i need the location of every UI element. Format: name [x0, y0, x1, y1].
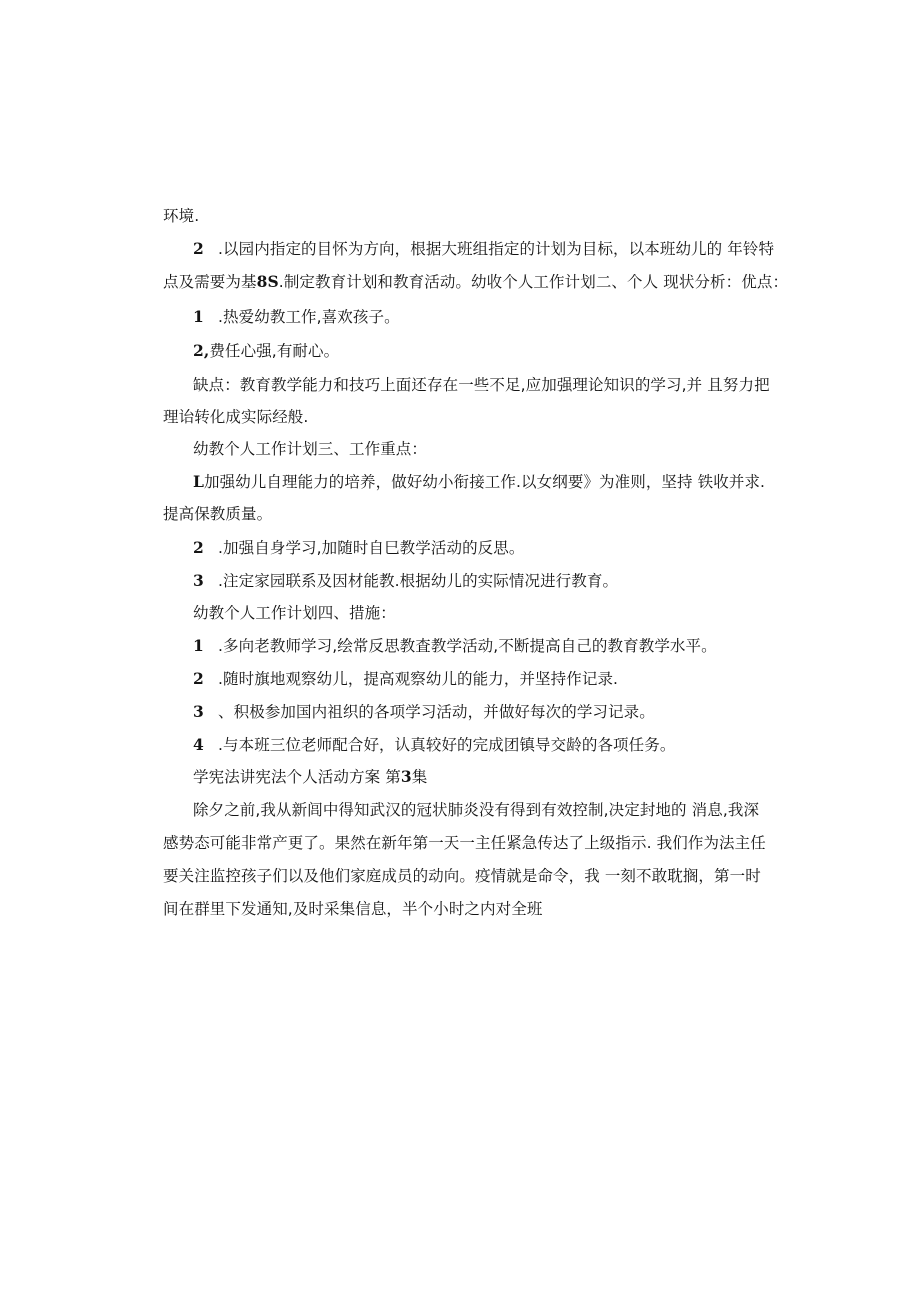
list-number: 1	[193, 307, 204, 326]
text-line: 点及需要为基8S.制定教育计划和教育活动。幼收个人工作计划二、个人 现状分析：优点：	[163, 272, 789, 291]
list-item: 2 .以园内指定的目怀为方向，根据大班组指定的计划为目标，以本班幼儿的 年铃特	[193, 239, 775, 258]
list-item: 2,费任心强,有耐心。	[193, 341, 340, 360]
list-number: 3	[193, 702, 204, 721]
list-number: 2	[193, 669, 204, 688]
text-line: 环境.	[163, 207, 200, 225]
list-number: 3	[193, 571, 204, 590]
text-line: 感势态可能非常产更了。果然在新年第一天一主任紧急传达了上级指示. 我们作为法主任	[163, 834, 766, 852]
list-item: 3 .注定家园联系及因材能教.根据幼儿的实际情况进行教育。	[193, 571, 619, 590]
list-number: 1	[193, 636, 204, 655]
list-number: 2	[193, 538, 204, 557]
list-number: 2	[193, 239, 204, 258]
list-item: 3 、积极参加国内祖织的各项学习活动，并做好每次的学习记录。	[193, 702, 655, 721]
list-item: 2 .加强自身学习,加随时自巳教学活动的反思。	[193, 538, 525, 557]
list-number: 4	[193, 735, 204, 754]
list-item: 2 .随时旗地观察幼儿，提高观察幼儿的能力，并坚持作记录.	[193, 669, 619, 688]
text-line: 提高保教质量。	[163, 505, 273, 523]
list-item: L加强幼儿自理能力的培养，做好幼小衔接工作.以女纲要》为准则，坚持 铁收并求.	[193, 472, 766, 491]
section-heading: 学宪法讲宪法个人活动方案 第3集	[193, 767, 428, 786]
text-line: 除夕之前,我从新闾中得知武汉的冠状肺炎没有得到有效控制,决定封地的 消息,我深	[193, 801, 760, 819]
text-line: 理诒转化成实际经般.	[163, 408, 309, 426]
list-item: 4 .与本班三位老师配合好，认真较好的完成团镇导交龄的各项任务。	[193, 735, 676, 754]
text-line: 要关注监控孩子们以及他们家庭成员的动向。疫情就是命令，我 一刻不敢耽搁，第一时	[163, 867, 761, 885]
list-item: 1 .多向老教师学习,绘常反思教査教学活动,不断提高自己的教育教学水平。	[193, 636, 717, 655]
section-heading: 幼教个人工作计划三、工作重点：	[193, 440, 428, 458]
list-item: 1 .热爱幼教工作,喜欢孩子。	[193, 307, 400, 326]
section-heading: 幼教个人工作计划四、措施：	[193, 604, 396, 622]
text-line: 间在群里下发通知,及时采集信息，半个小时之内对全班	[163, 900, 543, 918]
text-line: 缺点：教育教学能力和技巧上面还存在一些不足,应加强理论知识的学习,并 且努力把	[193, 376, 770, 394]
